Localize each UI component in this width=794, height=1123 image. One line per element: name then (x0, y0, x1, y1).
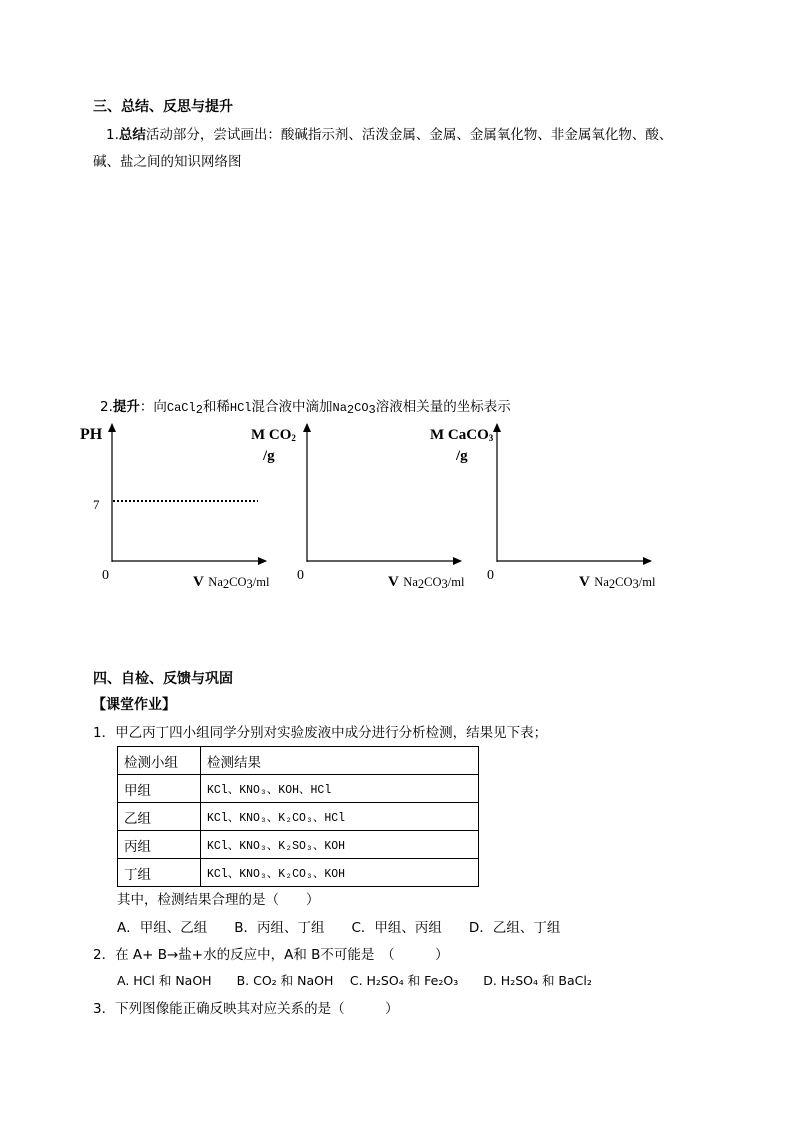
formula-sub: 2 (346, 403, 355, 417)
x-label-sub: 2 (222, 577, 230, 591)
x-label-unit: /ml (638, 575, 656, 589)
table-cell-group: 丙组 (118, 831, 201, 859)
question-2-options: A. HCl 和 NaOH B. CO₂ 和 NaOH C. H₂SO₄ 和 Fe₂O₃ D. H₂SO₄ 和 BaCl₂ (117, 973, 592, 988)
table-cell-group: 甲组 (118, 775, 201, 803)
table-cell-group: 乙组 (118, 803, 201, 831)
question-1-line-2: 碱、盐之间的知识网络图 (93, 154, 242, 170)
graph-1-y-label: PH (80, 426, 103, 443)
question-2-text: 混合液中滴加 (251, 399, 333, 415)
x-label-co: CO (615, 575, 633, 589)
x-label-sub: 3 (632, 577, 639, 591)
table-header-row (118, 747, 479, 775)
question-1: 1．甲乙丙丁四小组同学分别对实验废液中成分进行分析检测，结果见下表； (93, 725, 548, 741)
table-cell-result: KCl、KNO₃、KOH、HCl (201, 775, 479, 803)
homework-heading: 【课堂作业】 (92, 697, 176, 713)
question-2-keyword: 提升 (112, 399, 140, 415)
x-label-v: V (193, 574, 204, 590)
question-2-text: ：向 (139, 399, 167, 415)
graph-2-x-label (388, 574, 464, 591)
formula-co: CO (354, 401, 369, 415)
y-label-text: M CO (251, 427, 292, 443)
x-label-sub: 2 (417, 577, 425, 591)
graph-3-x-label (579, 574, 655, 591)
question-3: 3．下列图像能正确反映其对应关系的是（ ） (93, 1001, 399, 1017)
formula-sub: 3 (368, 403, 376, 417)
graph-2-origin: 0 (297, 568, 304, 583)
formula-na: Na (332, 401, 347, 415)
x-label-v: V (579, 574, 590, 590)
table-cell-result: KCl、KNO₃、K₂CO₃、HCl (201, 803, 479, 831)
x-label-na: Na (594, 575, 609, 589)
results-table (117, 746, 479, 887)
question-2-text: 和稀 (202, 399, 230, 415)
question-2-text: 溶液相关量的坐标表示 (375, 399, 511, 415)
graph-1-x-label (193, 574, 269, 591)
question-1-keyword: 总结 (118, 127, 146, 143)
x-label-unit: /ml (252, 575, 270, 589)
x-label-sub: 3 (246, 577, 253, 591)
question-1-stem: 其中，检测结果合理的是（ ） (117, 892, 320, 908)
question-2: 2．在 A+ B→盐+水的反应中，A和 B不可能是 （ ） (93, 947, 449, 963)
question-1-text: 活动部分，尝试画出：酸碱指示剂、活泼金属、金属、金属氧化物、非金属氧化物、酸、 (145, 127, 673, 143)
x-label-na: Na (208, 575, 223, 589)
formula-sub: 2 (195, 403, 203, 417)
graph-1-origin: 0 (102, 568, 109, 583)
table-cell-result: KCl、KNO₃、K₂SO₃、KOH (201, 831, 479, 859)
table-cell-result: KCl、KNO₃、K₂CO₃、KOH (201, 859, 479, 887)
section-4-title: 四、自检、反馈与巩固 (93, 671, 233, 687)
y-label-sub: 3 (488, 433, 494, 443)
x-label-v: V (388, 574, 399, 590)
table-header-cell: 检测结果 (201, 747, 479, 775)
table-header-cell: 检测小组 (118, 747, 201, 775)
formula-cacl: CaCl (166, 401, 196, 415)
graph-3-origin: 0 (487, 568, 494, 583)
x-label-co: CO (424, 575, 442, 589)
graph-1-tick-7: 7 (93, 497, 100, 512)
x-label-co: CO (229, 575, 247, 589)
graph-3-y-label (430, 427, 493, 444)
table-row (118, 803, 479, 831)
graph-2-y-unit: /g (263, 448, 275, 464)
table-cell-group: 丁组 (118, 859, 201, 887)
question-1-options: A．甲组、乙组 B．丙组、丁组 C．甲组、丙组 D．乙组、丁组 (117, 920, 561, 936)
x-label-unit: /ml (447, 575, 465, 589)
x-label-na: Na (403, 575, 418, 589)
question-1-number: 1. (106, 127, 119, 143)
question-2-number: 2. (100, 399, 113, 415)
table-row (118, 775, 479, 803)
table-row (118, 859, 479, 887)
y-label-sub: 2 (291, 433, 296, 443)
graph-3-y-unit: /g (456, 448, 468, 464)
table-row (118, 831, 479, 859)
section-3-title: 三、总结、反思与提升 (93, 99, 233, 115)
formula-hcl: HCl (229, 401, 252, 415)
x-label-sub: 3 (441, 577, 448, 591)
graph-2-y-label (251, 427, 296, 444)
y-label-text: M CaCO (430, 427, 489, 443)
x-label-sub: 2 (608, 577, 616, 591)
